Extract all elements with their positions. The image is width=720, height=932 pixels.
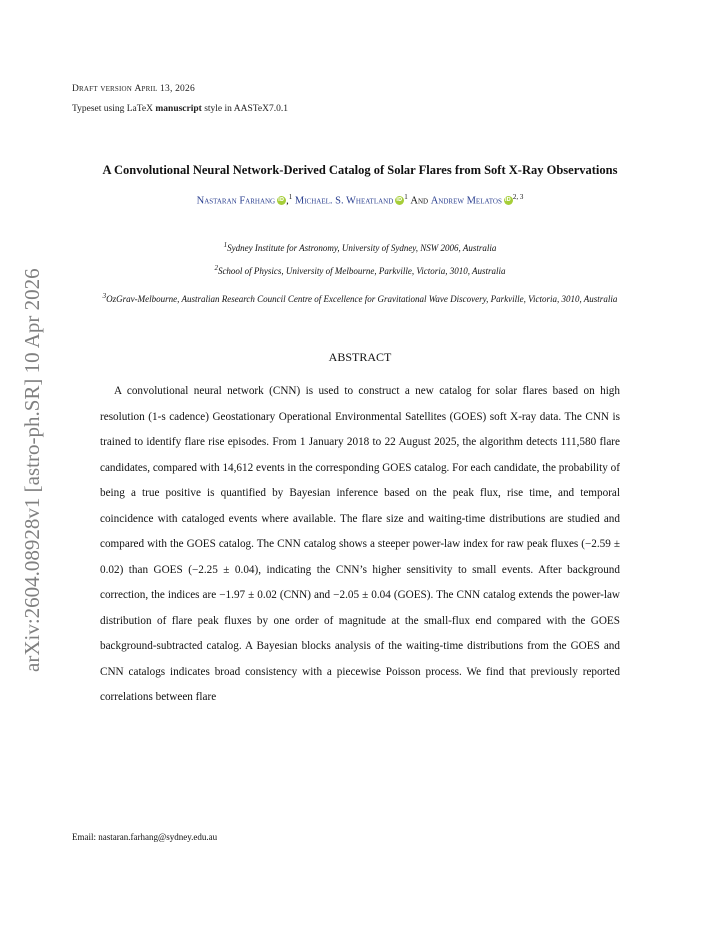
affil-sup: 2 — [214, 264, 218, 272]
author-email: Email: nastaran.farhang@sydney.edu.au — [72, 832, 218, 842]
typeset-line — [72, 104, 288, 114]
affil-sup: 1 — [223, 241, 228, 249]
orcid-icon[interactable] — [277, 196, 286, 205]
draft-version-line — [72, 84, 195, 94]
affil-sup: 3 — [102, 292, 107, 300]
and-word: And — [410, 195, 429, 207]
orcid-icon[interactable] — [504, 196, 513, 205]
author-name[interactable]: Nastaran Farhang — [196, 195, 276, 207]
arxiv-identifier-stamp — [8, 232, 56, 672]
affiliation-3 — [60, 286, 660, 310]
affiliation-2 — [60, 264, 660, 276]
typeset-latex: LaTeX — [126, 104, 153, 114]
abstract-heading: ABSTRACT — [328, 350, 392, 364]
typeset-before: Typeset using — [72, 104, 127, 114]
orcid-icon[interactable] — [395, 196, 404, 205]
draft-date: April 13, 2026 — [134, 84, 195, 94]
affil-text: Sydney Institute for Astronomy, University of Sydney, NSW 2006, Australia — [227, 243, 497, 253]
affil-text: School of Physics, University of Melbourne, Parkville, Victoria, 3010, Australia — [217, 266, 506, 276]
author-name[interactable]: Michael. S. Wheatland — [294, 195, 394, 207]
author-affil-sup: 1 — [404, 193, 408, 201]
author-name[interactable]: Andrew Melatos — [430, 195, 502, 207]
author-affil-sup: 2, 3 — [512, 193, 524, 201]
draft-prefix: Draft version — [72, 84, 133, 94]
typeset-after: style in AASTeX7.0.1 — [201, 104, 288, 114]
typeset-manuscript: manuscript — [155, 104, 202, 114]
affil-text: OzGrav-Melbourne, Australian Research Council Centre of Excellence for Gravitational Wave Discovery, Parkville, Victoria, 3010, Australia — [106, 294, 618, 304]
affiliation-1 — [60, 241, 660, 253]
author-affil-sup: 1 — [288, 193, 293, 201]
arxiv-identifier-text: arXiv:2604.08928v1 [astro-ph.SR] 10 Apr 2026 — [20, 268, 44, 672]
paper-title: A Convolutional Neural Network-Derived Catalog of Solar Flares from Soft X-Ray Observations — [102, 163, 618, 177]
abstract-body: A convolutional neural network (CNN) is used to construct a new catalog for solar flares based on high resolution (1-s cadence) Geostationary Operational Environmental Satellites (GOES) soft X-ray data. The CNN is trained to identify flare rise episodes. From 1 January 2018 to 22 August 2025, the algorithm detects 111,580 flare candidates, compared with 14,612 events in the corresponding GOES catalog. For each candidate, the probability of being a true positive is quantified by Bayesian inference based on the peak flux, rise time, and temporal coincidence with cataloged events where available. The flare size and waiting-time distributions are studied and compared with the GOES catalog. The CNN catalog shows a steeper power-law index for raw peak fluxes (−2.59 ± 0.02) than GOES (−2.25 ± 0.04), indicating the CNN’s higher sensitivity to small events. After background correction, the indices are −1.97 ± 0.02 (CNN) and −2.05 ± 0.04 (GOES). The CNN catalog extends the power-law distribution of flare peak fluxes by one order of magnitude at the small-flux end compared with the GOES background-subtracted catalog. A Bayesian blocks analysis of the waiting-time distributions from the GOES and CNN catalogs indicates broad consistency with a piecewise Poisson process. We find that previously reported correlations between flare — [100, 385, 620, 703]
author-list: Nastaran FarhangiD ,$^1$ Michael. S. WheatlandiD $^1$ And Andrew MelatosiD $^{2, 3}$ — [60, 193, 660, 207]
